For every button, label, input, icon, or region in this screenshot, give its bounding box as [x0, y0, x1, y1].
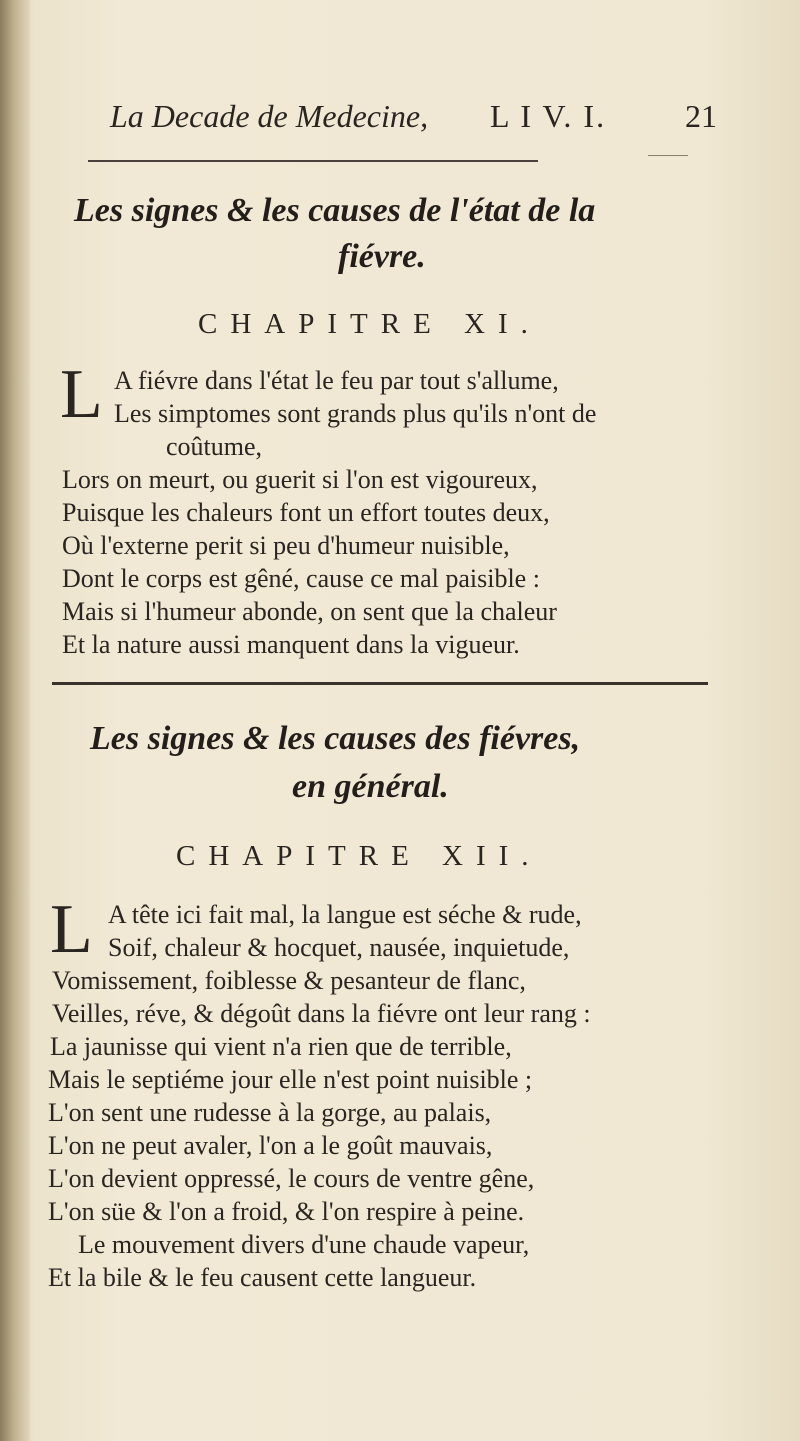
chapter11-line-5: Puisque les chaleurs font un effort toutes deux,: [62, 498, 550, 527]
chapter12-line-3: Vomissement, foiblesse & pesanteur de flanc,: [52, 966, 526, 995]
running-header: [110, 98, 740, 135]
chapter12-line-1: A tête ici fait mal, la langue est séche & rude,: [108, 900, 582, 929]
chapter12-line-12: Et la bile & le feu causent cette langueur.: [48, 1263, 477, 1292]
book-spine: [0, 0, 30, 1441]
chapter12-line-7: L'on sent une rudesse à la gorge, au palais,: [48, 1098, 492, 1127]
chapter12-line-5: La jaunisse qui vient n'a rien que de terrible,: [50, 1032, 512, 1061]
chapter12-line-10: L'on süe & l'on a froid, & l'on respire à peine.: [48, 1197, 525, 1226]
chapter12-line-8: L'on ne peut avaler, l'on a le goût mauvais,: [48, 1131, 493, 1160]
header-rule-fragment: [648, 155, 688, 156]
chapter-divider-rule: [52, 682, 708, 685]
chapter12-title-line2: en général.: [292, 768, 449, 805]
chapter11-line-9: Et la nature aussi manquent dans la vigueur.: [62, 630, 520, 659]
chapter11-title-line2: fiévre.: [338, 238, 426, 275]
chapter12-dropcap: L: [50, 891, 93, 968]
chapter12-line-4: Veilles, réve, & dégoût dans la fiévre ont leur rang :: [52, 999, 591, 1028]
chapter12-line-9: L'on devient oppressé, le cours de ventre gêne,: [48, 1164, 535, 1193]
chapter12-line-11: Le mouvement divers d'une chaude vapeur,: [78, 1230, 530, 1259]
header-rule: [88, 160, 538, 162]
chapter12-line-6: Mais le septiéme jour elle n'est point nuisible ;: [48, 1065, 533, 1094]
chapter11-line-6: Où l'externe perit si peu d'humeur nuisible,: [62, 531, 510, 560]
chapter11-line-3: coûtume,: [166, 432, 263, 461]
page-number: 21: [685, 98, 717, 134]
chapter12-line-2: Soif, chaleur & hocquet, nausée, inquietude,: [108, 933, 570, 962]
chapter11-line-8: Mais si l'humeur abonde, on sent que la chaleur: [62, 597, 557, 626]
book-number: L I V. I.: [490, 98, 607, 134]
chapter12-heading: CHAPITRE XII.: [176, 840, 542, 872]
chapter11-dropcap: L: [60, 356, 103, 433]
chapter11-heading: CHAPITRE XI.: [198, 308, 541, 340]
chapter12-title-line1: Les signes & les causes des fiévres,: [90, 720, 581, 757]
chapter11-line-7: Dont le corps est gêné, cause ce mal paisible :: [62, 564, 540, 593]
chapter11-title-line1: Les signes & les causes de l'état de la: [74, 192, 596, 229]
chapter11-line-4: Lors on meurt, ou guerit si l'on est vigoureux,: [62, 465, 538, 494]
chapter11-line-2: Les simptomes sont grands plus qu'ils n'ont de: [114, 399, 597, 428]
chapter11-line-1: A fiévre dans l'état le feu par tout s'allume,: [114, 366, 559, 395]
running-title: La Decade de Medecine,: [110, 98, 429, 134]
